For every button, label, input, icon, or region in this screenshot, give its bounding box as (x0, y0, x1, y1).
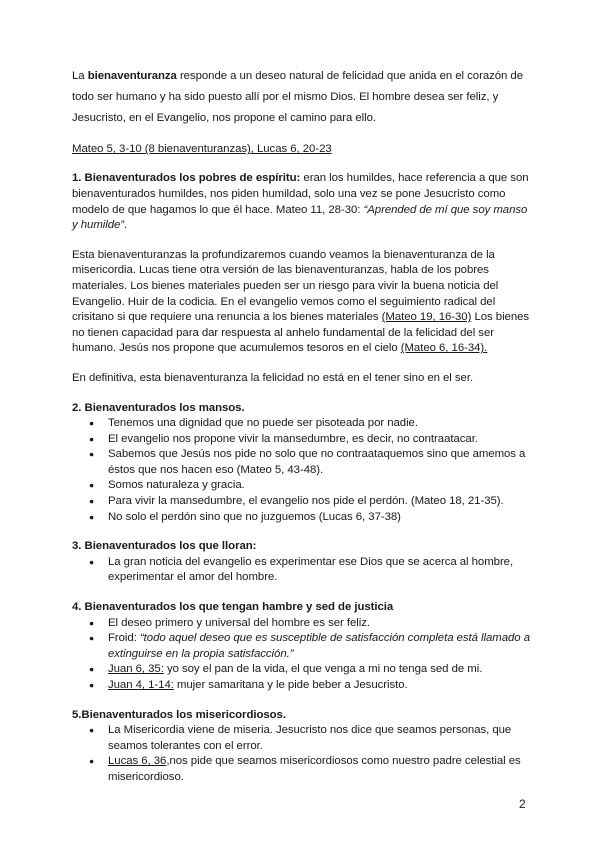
list-item (72, 754, 532, 785)
section-4-list (72, 616, 532, 694)
section-1-text: eran los humildes, hace referencia a que son bienaventurados humildes, nos piden humildad, solo una vez se pone Jesucristo como modelo de que hagamos lo que él hace. Mateo 11, 28-30: (72, 172, 529, 216)
quote-author: Froid: (108, 632, 140, 645)
list-item-text: yo soy el pan de la vida, el que venga a mi no tenga sed de mi. (163, 663, 483, 676)
section-5 (72, 708, 532, 786)
list-item: ● La Misericordia viene de miseria. Jesucristo nos dice que seamos personas, que seamos tolerantes con el error. (72, 723, 532, 754)
reference-link[interactable]: Mateo 5, 3-10 (8 bienaventuranzas), Lucas 6, 20-23 (72, 143, 332, 156)
intro-paragraph (72, 66, 532, 128)
reference-link-juan-6[interactable]: Juan 6, 35: (108, 663, 164, 676)
quote-text: “todo aquel deseo que es susceptible de satisfacción completa está llamado a extinguirse en la propia satisfacción.” (108, 632, 530, 660)
intro-keyword: bienaventuranza (87, 70, 177, 82)
reference-link-juan-4[interactable]: Juan 4, 1-14: (108, 679, 174, 692)
list-item: ● No solo el perdón sino que no juzguemos (Lucas 6, 37-38) (72, 510, 532, 526)
paragraph-text-1: Esta bienaventuranzas la profundizaremos cuando veamos la bienaventuranza de la misericordia. Lucas tiene otra versión de las bienaventuranzas, habla de los pobres materiales. Los bienes materiales pueden ser un riesgo para vivir la buena noticia del Evangelio. Huir de la codicia. En el evangelio vemos como el seguimiento radical del crisitano si que requiere una renuncia a los bienes materiales (72, 248, 499, 324)
paragraph-text-2: Los bienes no tienen capacidad para dar respuesta al anhelo fundamental de la felicidad del ser humano. Jesús nos propone que acumulemos tesoros en el cielo (72, 311, 530, 355)
section-1-end: . (124, 219, 128, 232)
reference-link-mateo-6[interactable]: (Mateo 6, 16-34). (400, 342, 488, 355)
list-item (72, 678, 532, 694)
document-body (72, 66, 532, 786)
list-item-text: ,nos pide que seamos misericordiosos como nuestro padre celestial es misericordioso. (108, 755, 521, 783)
intro-text-start: La (72, 70, 88, 82)
section-5-list (72, 723, 532, 785)
reference-link-lucas-6[interactable]: Lucas 6, 36 (108, 755, 167, 768)
conclusion-paragraph: En definitiva, esta bienaventuranza la felicidad no está en el tener sino en el ser. (72, 371, 474, 384)
section-2 (72, 401, 532, 526)
scripture-reference (72, 141, 532, 157)
section-1-quote: “Aprended de mí que soy manso y humilde” (72, 203, 528, 232)
list-item: ● El deseo primero y universal del hombre es ser feliz. (72, 616, 532, 632)
page-number: 2 (519, 797, 526, 811)
section-1-heading: 1. Bienaventurados los pobres de espíritu: (72, 172, 301, 185)
section-3-heading: 3. Bienaventurados los que lloran: (72, 540, 257, 553)
section-3-list (72, 555, 532, 586)
list-item-text: mujer samaritana y le pide beber a Jesucristo. (173, 679, 408, 692)
reference-link-mateo-19[interactable]: (Mateo 19, 16-30) (381, 311, 472, 324)
list-item (72, 662, 532, 678)
section-1-paragraph (72, 171, 532, 233)
section-2-list (72, 416, 532, 525)
list-item: ● Tenemos una dignidad que no puede ser pisoteada por nadie. (72, 416, 532, 432)
section-3 (72, 539, 532, 586)
list-item: ● El evangelio nos propone vivir la mansedumbre, es decir, no contraatacar. (72, 432, 532, 448)
section-2-heading: 2. Bienaventurados los mansos. (72, 401, 245, 414)
section-5-heading: 5.Bienaventurados los misericordiosos. (72, 708, 286, 721)
intro-text-rest: responde a un deseo natural de felicidad que anida en el corazón de todo ser humano y ha sido puesto allí por el mismo Dios. El hombre desea ser feliz, y Jesucristo, en el Evangelio, nos propone el camino para ello. (72, 70, 524, 124)
section-4-heading: 4. Bienaventurados los que tengan hambre y sed de justicia (72, 601, 394, 614)
list-item: ● Sabemos que Jesús nos pide no solo que no contraataquemos sino que amemos a éstos que nos hacen eso (Mateo 5, 43-48). (72, 447, 532, 478)
paragraph-pobres-materiales (72, 248, 532, 357)
list-item: ● Somos naturaleza y gracia. (72, 478, 532, 494)
list-item (72, 631, 532, 662)
section-4 (72, 600, 532, 694)
list-item: ● Para vivir la mansedumbre, el evangelio nos pide el perdón. (Mateo 18, 21-35). (72, 494, 532, 510)
list-item: ● La gran noticia del evangelio es experimentar ese Dios que se acerca al hombre, experimentar el amor del hombre. (72, 555, 532, 586)
